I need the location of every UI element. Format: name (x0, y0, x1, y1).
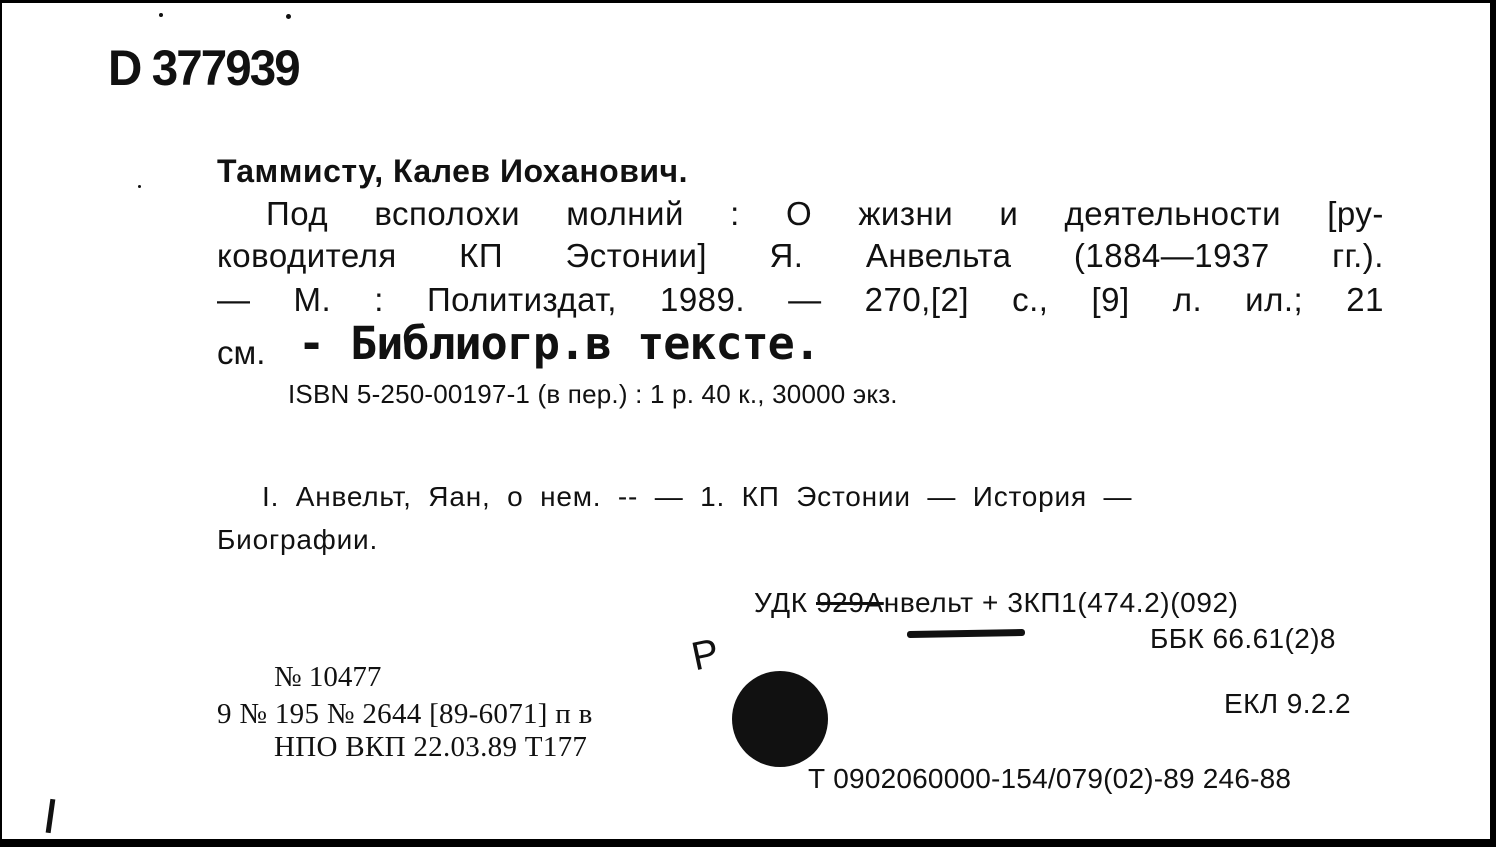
t-code: Т 0902060000-154/079(02)-89 246-88 (808, 763, 1292, 794)
word: : (374, 281, 384, 318)
word: жизни (858, 195, 954, 232)
udc-line (754, 589, 1239, 617)
word: : (730, 195, 740, 232)
word: Под (266, 195, 329, 232)
word: ководителя (217, 237, 397, 274)
word: всполохи (374, 195, 521, 232)
npo-line: НПО ВКП 22.03.89 Т177 (274, 731, 588, 763)
udc-prefix: УДК (754, 587, 808, 618)
udc-struck-text: 929А (816, 587, 884, 618)
title-line-2 (217, 239, 1384, 272)
imprint-line (217, 283, 1384, 316)
ekl-code: ЕКЛ 9.2.2 (1224, 688, 1352, 719)
word: — (217, 281, 251, 318)
size-prefix: см. (217, 334, 266, 371)
speck-mark (159, 13, 163, 17)
word: и (999, 195, 1019, 232)
handwritten-mark: Р (687, 630, 723, 680)
edge-tick-mark (46, 799, 56, 833)
subject-line-1: I. Анвельт, Яан, о нем. -- — 1. КП Эстонии — История — (262, 481, 1133, 512)
word: 21 (1346, 281, 1384, 318)
punched-hole (732, 671, 828, 767)
word: М. (293, 281, 332, 318)
word: Анвельта (865, 237, 1012, 274)
author-heading: Таммисту, Калев Иоханович. (217, 153, 689, 189)
word: (1884—1937 (1073, 237, 1270, 274)
word: молний (566, 195, 684, 232)
ink-strike-mark (907, 629, 1025, 638)
word: Эстонии] (565, 237, 708, 274)
title-line-1 (266, 197, 1384, 230)
subject-line-2: Биографии. (217, 524, 379, 555)
word: — (788, 281, 822, 318)
word: деятельности (1064, 195, 1282, 232)
word: л. (1172, 281, 1203, 318)
word: с., (1012, 281, 1049, 318)
word: гг.). (1332, 237, 1384, 274)
order-number: № 10477 (274, 661, 382, 693)
print-line: 9 № 195 № 2644 [89-6071] п в (217, 698, 593, 730)
word: ил.; (1245, 281, 1304, 318)
typed-bibliography-note: - Библиогр.в тексте. (298, 317, 820, 370)
word: 270,[2] (864, 281, 970, 318)
word: [ру- (1327, 195, 1384, 232)
catalog-number: D 377939 (108, 40, 299, 96)
word: КП (459, 237, 504, 274)
word: Политиздат, (426, 281, 617, 318)
word: Я. (769, 237, 804, 274)
speck-mark (138, 185, 141, 188)
udc-rest: нвельт + 3КП1(474.2)(092) (883, 587, 1239, 618)
isbn-line: ISBN 5-250-00197-1 (в пер.) : 1 р. 40 к., 30000 экз. (288, 379, 898, 409)
catalog-card (2, 3, 1490, 839)
word: [9] (1091, 281, 1130, 318)
bbk-code: ББК 66.61(2)8 (1150, 623, 1336, 654)
word: О (785, 195, 813, 232)
word: 1989. (659, 281, 746, 318)
speck-mark (286, 14, 291, 19)
